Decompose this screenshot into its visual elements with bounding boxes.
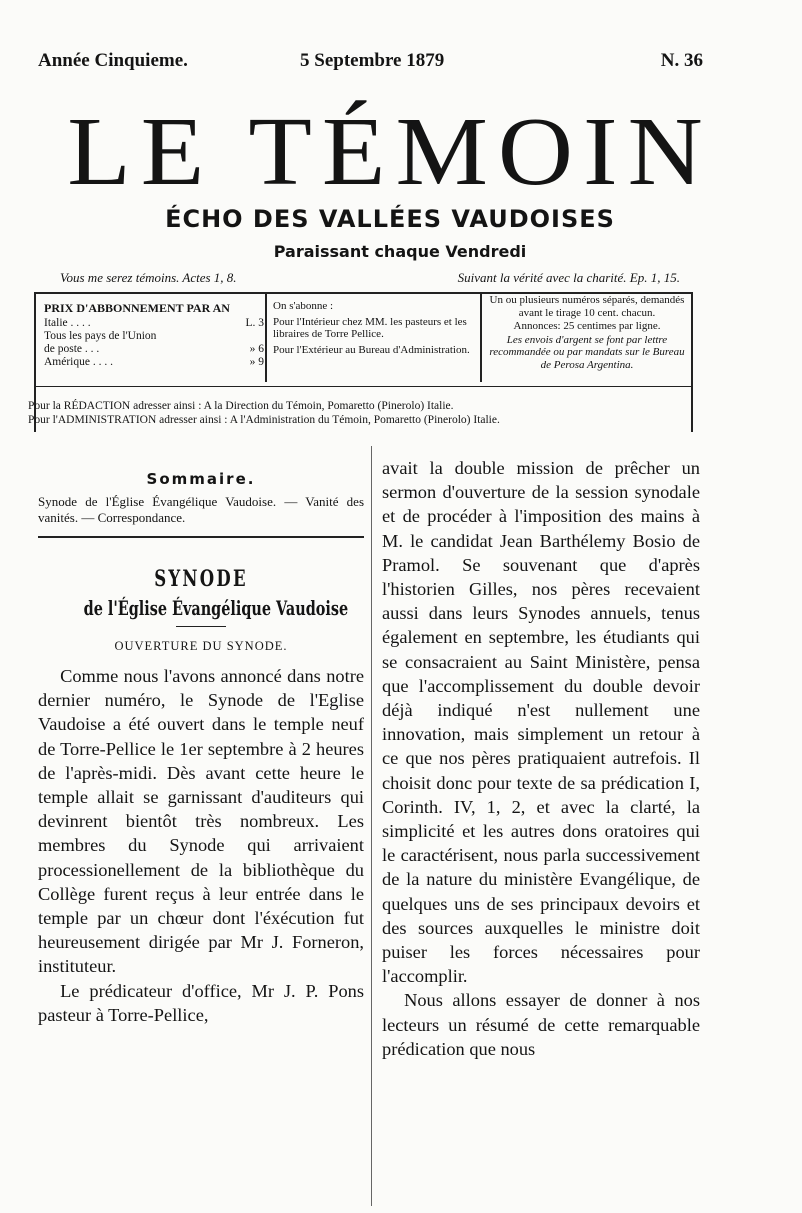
section-subheading: OUVERTURE DU SYNODE. [114, 639, 288, 653]
price-value: » 9 [249, 356, 264, 368]
issue-date: 5 Septembre 1879 [300, 50, 445, 71]
article-body-right [382, 456, 700, 1061]
ads-note: Annonces: 25 centimes par ligne. [513, 320, 661, 332]
paragraph: Nous allons essayer de donner à nos lecteurs un résumé de cette remarquable prédication que nous [382, 990, 700, 1059]
box-divider [265, 294, 267, 382]
heading-dash [176, 626, 226, 627]
motto-row [60, 270, 680, 288]
section-rule [38, 536, 364, 538]
price-label: Italie . . . . [44, 317, 91, 329]
motto-right: Suivant la vérité avec la charité. Ep. 1, 15. [457, 270, 680, 285]
box-rule [36, 386, 691, 387]
paragraph: Le prédicateur d'office, Mr J. P. Pons pasteur à Torre-Pellice, [38, 980, 364, 1025]
price-label: Amérique . . . . [44, 356, 113, 368]
price-label: Tous les pays de l'Union [44, 330, 157, 342]
price-label: de poste . . . [44, 343, 100, 355]
subscribe-heading: On s'abonne : [273, 300, 334, 312]
masthead-subtitle: ÉCHO DES VALLÉES VAUDOISES [165, 205, 615, 233]
price-row [44, 343, 264, 356]
box-divider [480, 294, 482, 382]
subscribe-interior: Pour l'Intérieur chez MM. les pasteurs et les libraires de Torre Pellice. [273, 315, 467, 340]
left-column [38, 470, 364, 1027]
issue-number: N. 36 [660, 50, 703, 71]
price-row [44, 317, 264, 330]
year-label: Année Cinquieme. [38, 50, 188, 71]
price-row [44, 356, 264, 369]
administration-address: Pour l'ADMINISTRATION adresser ainsi : A l'Administration du Témoin, Pomaretto (Pinerolo) Italie. [28, 414, 500, 426]
article-body-left [38, 664, 364, 1027]
right-column [382, 456, 700, 1061]
article-heading: SYNODE [154, 566, 248, 592]
price-value: » 6 [249, 343, 264, 355]
masthead-title: LE TÉMOIN [67, 97, 713, 206]
paragraph: Comme nous l'avons annoncé dans notre dernier numéro, le Synode de l'Eglise Vaudoise a été ouvert dans le temple neuf de Torre-Pellice le 1er septembre à 2 heures de l'après-midi. Dès avant cette heure le temple allait se garnissant d'auditeurs qui devinrent bientôt très nombreux. Les membres du Synode qui arrivaient processionellement de la bibliothèque du Collège furent reçus à leur entrée dans le temple par un chœur dont l'éxécution fut heureusement dirigée par Mr J. Forneron, instituteur. [38, 666, 364, 977]
paragraph: avait la double mission de prêcher un sermon d'ouverture de la session synodale et de procéder à l'imposition des mains à M. le candidat Jean Barthélemy Bosio de Pramol. Se souvenant que d'après l'historien Gilles, nos pères recevaient aussi dans leurs Synodes annuels, tenus également en septembre, les étudiants qui se consacraient au Saint Ministère, pensa que l'accomplissement du double devoir déjà indiqué n'est nullement une innovation, mais simplement un retour à ce que nos pères pratiquaient autrefois. Il choisit donc pour texte de sa prédication I, Corinth. IV, 1, 2, et avec la clarté, la simplicité et les autres dons oratoires qui le caractérisent, nous parla successivement de la nature du ministère Evangélique, de quelques uns de ses principaux devoirs et des sources auxquelles le ministre doit puiser les forces nécessaires pour l'accomplir. [382, 458, 700, 987]
header-row [38, 50, 703, 74]
subscribe-exterior: Pour l'Extérieur au Bureau d'Administration. [273, 343, 470, 356]
price-title: PRIX D'ABBONNEMENT PAR AN [44, 301, 230, 315]
motto-left: Vous me serez témoins. Actes 1, 8. [60, 270, 237, 285]
price-column [44, 302, 264, 369]
article-subheading-title: de l'Église Évangélique Vaudoise [83, 596, 349, 620]
publication-frequency: Paraissant chaque Vendredi [273, 242, 527, 261]
column-rule [371, 446, 372, 1206]
sommaire-heading: Sommaire. [146, 470, 256, 488]
notices-column [488, 294, 686, 372]
sommaire-text: Synode de l'Église Évangélique Vaudoise. — Vanité des vanités. — Correspondance. [38, 494, 364, 525]
subscribe-column [273, 300, 478, 359]
single-issues-note: Un ou plusieurs numéros séparés, demandés avant le tirage 10 cent. chacun. [489, 294, 685, 319]
price-row [44, 330, 264, 343]
editorial-address: Pour la RÉDACTION adresser ainsi : A la Direction du Témoin, Pomaretto (Pinerolo) Italie. [28, 400, 454, 412]
price-value: L. 3 [245, 317, 264, 329]
payment-note: Les envois d'argent se font par lettre recommandée ou par mandats sur le Bureau de Perosa Argentina. [489, 333, 685, 371]
